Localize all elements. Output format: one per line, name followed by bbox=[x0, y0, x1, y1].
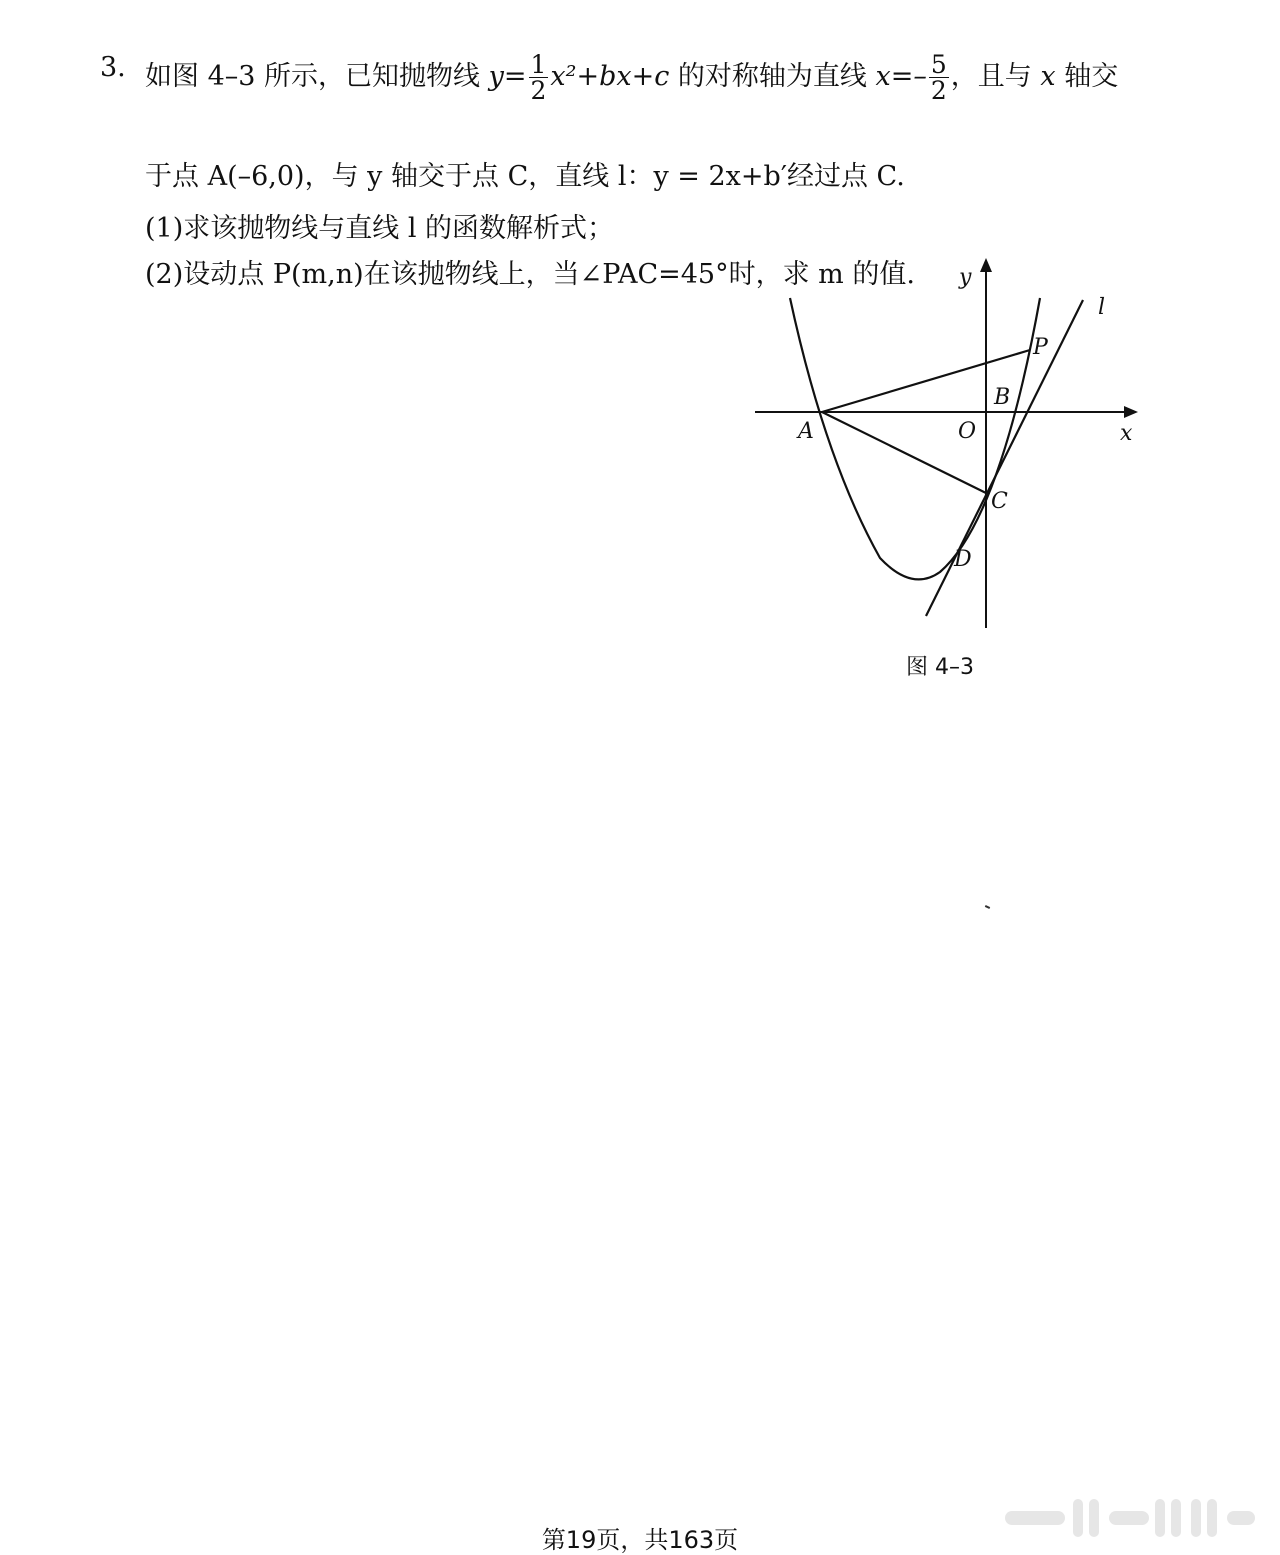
fraction-five-halves bbox=[929, 52, 949, 103]
sub-question-1: (1)求该抛物线与直线 l 的函数解析式； bbox=[145, 213, 615, 244]
point-B-label: B bbox=[994, 385, 1011, 410]
fraction-denominator: 2 bbox=[930, 76, 947, 105]
line-l-label: l bbox=[1098, 295, 1106, 320]
y-axis-arrow-icon bbox=[980, 258, 992, 272]
question-number: 3. bbox=[100, 52, 126, 83]
point-P-label: P bbox=[1033, 335, 1048, 360]
problem-line-2: 于点 A(–6,0)，与 y 轴交于点 C，直线 l：y = 2x+b′经过点 C. bbox=[145, 161, 905, 192]
equation-y: y= bbox=[488, 61, 527, 92]
fraction-one-half bbox=[529, 52, 549, 103]
parabola-curve bbox=[790, 298, 1040, 579]
x-axis-arrow-icon bbox=[1124, 406, 1138, 418]
point-A-label: A bbox=[798, 419, 814, 444]
point-D-label: D bbox=[954, 547, 972, 572]
page-footer: 第19页，共163页 bbox=[541, 1526, 739, 1554]
problem-line-1 bbox=[145, 52, 1118, 103]
x-axis-label: x bbox=[1120, 421, 1133, 446]
sub-question-2: (2)设动点 P(m,n)在该抛物线上，当∠PAC=45°时，求 m 的值. bbox=[145, 259, 915, 290]
line1-text-b: 的对称轴为直线 bbox=[669, 61, 876, 92]
fraction-numerator: 5 bbox=[930, 50, 947, 79]
line1-text-a: 如图 4–3 所示，已知抛物线 bbox=[145, 61, 489, 92]
line-l bbox=[926, 300, 1083, 616]
y-axis-label: y bbox=[959, 265, 972, 290]
equation-x: x=– bbox=[875, 61, 927, 92]
fraction-denominator: 2 bbox=[530, 76, 547, 105]
fraction-numerator: 1 bbox=[530, 50, 547, 79]
line1-text-d: 轴交 bbox=[1055, 61, 1119, 92]
equation-rest: x²+bx+c bbox=[550, 61, 670, 92]
point-C-label: C bbox=[991, 489, 1008, 514]
origin-label: O bbox=[958, 419, 977, 444]
line1-text-c: ，且与 bbox=[950, 61, 1041, 92]
stray-mark bbox=[985, 905, 990, 909]
figure-caption: 图 4–3 bbox=[906, 655, 974, 680]
variable-x: x bbox=[1040, 61, 1056, 92]
figure-4-3 bbox=[740, 250, 1160, 640]
